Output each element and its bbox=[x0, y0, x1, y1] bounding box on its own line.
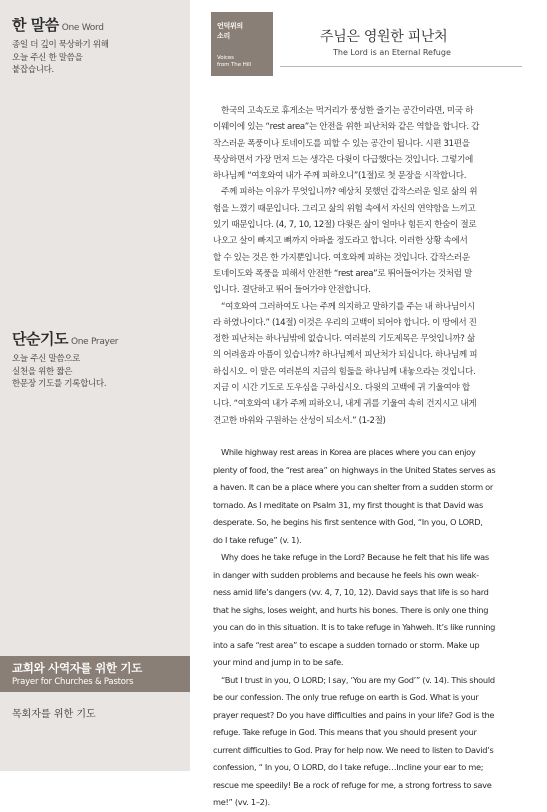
one-prayer-line: 한문장 기도를 기록합니다. bbox=[12, 379, 107, 389]
body-en-line: tornado. As I meditate on Psalm 31, my first thought is that David was bbox=[213, 499, 483, 510]
church-prayer-banner bbox=[0, 656, 190, 692]
body-en-line: in danger with sudden problems and because he feels his own weak- bbox=[213, 569, 479, 580]
body-ko-line: 입니다. 결단하고 뛰어 들어가야 안전합니다. bbox=[213, 285, 371, 296]
english-body bbox=[213, 444, 521, 812]
body-ko-line: 작스러운 폭풍이나 토네이도를 피할 수 있는 공간이 됩니다. 시편 31편을 bbox=[213, 138, 470, 149]
body-ko-line: 토네이도와 폭풍을 피해서 안전한 “rest area”로 뛰어들어가는 것처럼 말 bbox=[213, 268, 472, 279]
body-en-line: Why does he take refuge in the Lord? Because he felt that his life was bbox=[221, 552, 489, 562]
body-en-line: into a safe “rest area” to escape a sudden tornado or storm. Make up bbox=[213, 639, 480, 650]
one-prayer-line: 실천을 위한 짧은 bbox=[12, 366, 73, 377]
one-prayer-title-ko: 단순기도 bbox=[12, 330, 68, 348]
one-word-title bbox=[12, 14, 184, 35]
body-en-line: desperate. So, he begins his first sentence with God, “In you, O LORD, bbox=[213, 517, 483, 527]
body-en-line: that he sighs, loses weight, and hurts his bones. There is only one thing bbox=[213, 604, 489, 615]
body-en-line: a haven. It can be a place where you can shelter from a sudden storm or bbox=[213, 482, 494, 492]
body-en-line: “But I trust in you, O LORD; I say, ‘You are my God’” (v. 14). This should bbox=[221, 674, 495, 685]
one-word-description bbox=[12, 39, 184, 77]
body-en-line: rescue me speedily! Be a rock of refuge for me, a strong fortress to save bbox=[213, 779, 492, 790]
badge-line-en: from The Hill bbox=[217, 62, 251, 68]
one-word-title-en: One Word bbox=[61, 23, 104, 33]
body-en-line: do I take refuge” (v. 1). bbox=[213, 534, 302, 545]
one-prayer-title-en: One Prayer bbox=[70, 337, 119, 347]
body-en-line: me!” (vv. 1–2). bbox=[213, 797, 270, 807]
header-divider bbox=[280, 66, 522, 67]
badge-title-en bbox=[217, 55, 251, 69]
body-en-line: you can do in this situation. It is to take refuge in Yahweh. It’s like running bbox=[213, 622, 496, 632]
article-title-en: The Lord is an Eternal Refuge bbox=[333, 48, 451, 57]
voices-from-the-hill-badge bbox=[211, 12, 273, 76]
body-ko-line: 주께 피하는 이유가 무엇입니까? 예상치 못했던 갑작스러운 일로 삶의 위 bbox=[221, 187, 478, 198]
body-ko-line: 라 하였나이다.” (14절) 이것은 우리의 고백이 되어야 합니다. 이 땅에서 진 bbox=[213, 317, 477, 328]
body-ko-line: 묵상하면서 가장 먼저 드는 생각은 다윗이 다급했다는 것입니다. 그렇기에 bbox=[213, 154, 473, 165]
body-ko-line: 정한 피난처는 하나님밖에 없습니다. 여러분의 기도제목은 무엇입니까? 삶 bbox=[213, 334, 475, 345]
body-en-line: be our confession. The only true refuge on earth is God. What is your bbox=[213, 692, 479, 702]
one-prayer-line: 오늘 주신 말씀으로 bbox=[12, 354, 81, 364]
one-word-line: 붙잡습니다. bbox=[12, 65, 54, 75]
badge-line-ko: 언덕위의 bbox=[217, 22, 243, 30]
body-ko-line: 하나님께 “여호와여 내가 주께 피하오니”(1절)로 첫 문장을 시작합니다. bbox=[213, 171, 467, 182]
body-en-line: refuge. Take refuge in God. This means that you should present your bbox=[213, 727, 477, 737]
body-ko-line: 견고한 바위와 구원하는 산성이 되소서.” (1-2절) bbox=[213, 415, 386, 426]
body-ko-line: “여호와여 그러하여도 나는 주께 의지하고 말하기를 주는 내 하나님이시 bbox=[221, 301, 475, 312]
church-prayer-title-en: Prayer for Churches & Pastors bbox=[12, 677, 134, 687]
one-word-line: 종일 더 깊이 묵상하기 위해 bbox=[12, 40, 109, 50]
korean-body bbox=[213, 103, 521, 429]
one-word-title-ko: 한 말씀 bbox=[12, 16, 59, 34]
body-ko-line: 의 어려움과 아픔이 있습니까? 하나님께서 피난처가 되십니다. 하나님께 피 bbox=[213, 350, 478, 361]
one-prayer-title bbox=[12, 328, 184, 349]
body-en-line: prayer request? Do you have difficulties and pains in your life? God is the bbox=[213, 709, 495, 720]
body-en-line: plenty of food, the “rest area” on highways in the United States serves as bbox=[213, 464, 496, 475]
body-en-line: your mind and jump in to be safe. bbox=[213, 657, 344, 667]
one-word-line: 오늘 주신 한 말씀을 bbox=[12, 52, 83, 63]
badge-line-en: Voices bbox=[217, 55, 234, 61]
body-en-line: current difficulties to God. Pray for help now. We need to listen to David’s bbox=[213, 744, 494, 755]
one-prayer-description bbox=[12, 353, 184, 391]
church-prayer-title-ko: 교회와 사역자를 위한 기도 bbox=[12, 661, 143, 675]
body-en-line: While highway rest areas in Korea are places where you can enjoy bbox=[221, 447, 476, 457]
one-prayer-section bbox=[12, 328, 184, 391]
body-ko-line: 하십시오. 이 말은 여러분의 지금의 힘듦을 하나님께 내놓으라는 것입니다. bbox=[213, 366, 476, 377]
sidebar bbox=[0, 0, 190, 771]
one-word-section bbox=[12, 14, 184, 77]
body-en-line: ness amid life’s dangers (vv. 4, 7, 10, 12). David says that life is so hard bbox=[213, 587, 489, 597]
body-en-line: confession, “ In you, O LORD, do I take refuge…Incline your ear to me; bbox=[213, 762, 484, 772]
badge-title-ko bbox=[217, 21, 243, 41]
pastor-prayer-item: 목회자를 위한 기도 bbox=[12, 709, 96, 720]
body-ko-line: 험을 느꼈기 때문입니다. 그리고 삶의 위험 속에서 자신의 연약함을 느끼고 bbox=[213, 203, 476, 214]
body-ko-line: 니다. “여호와여 내가 주께 피하오니, 내게 귀를 기울여 속히 건지시고 내게 bbox=[213, 399, 477, 410]
body-ko-line: 한국의 고속도로 휴게소는 먹거리가 풍성한 즐기는 공간이라면, 미국 하 bbox=[221, 106, 474, 116]
body-ko-line: 있기 때문입니다. (4, 7, 10, 12절) 다윗은 삶이 얼마나 힘든지 한숨이 절로 bbox=[213, 220, 477, 231]
article-title-ko: 주님은 영원한 피난처 bbox=[320, 29, 448, 45]
body-ko-line: 나오고 살이 빠지고 뼈까지 아파올 정도라고 합니다. 이러한 상황 속에서 bbox=[213, 236, 468, 247]
body-ko-line: 지금 이 시간 기도로 도우심을 구하십시오. 다윗의 고백에 귀 기울여야 합 bbox=[213, 383, 470, 394]
badge-line-ko: 소리 bbox=[217, 32, 230, 40]
body-ko-line: 이웨이에 있는 “rest area”는 안전을 위한 피난처와 같은 역할을 합니다. 갑 bbox=[213, 122, 480, 133]
body-ko-line: 할 수 있는 것은 한 가지뿐입니다. 여호와께 피하는 것입니다. 갑작스러운 bbox=[213, 252, 470, 263]
